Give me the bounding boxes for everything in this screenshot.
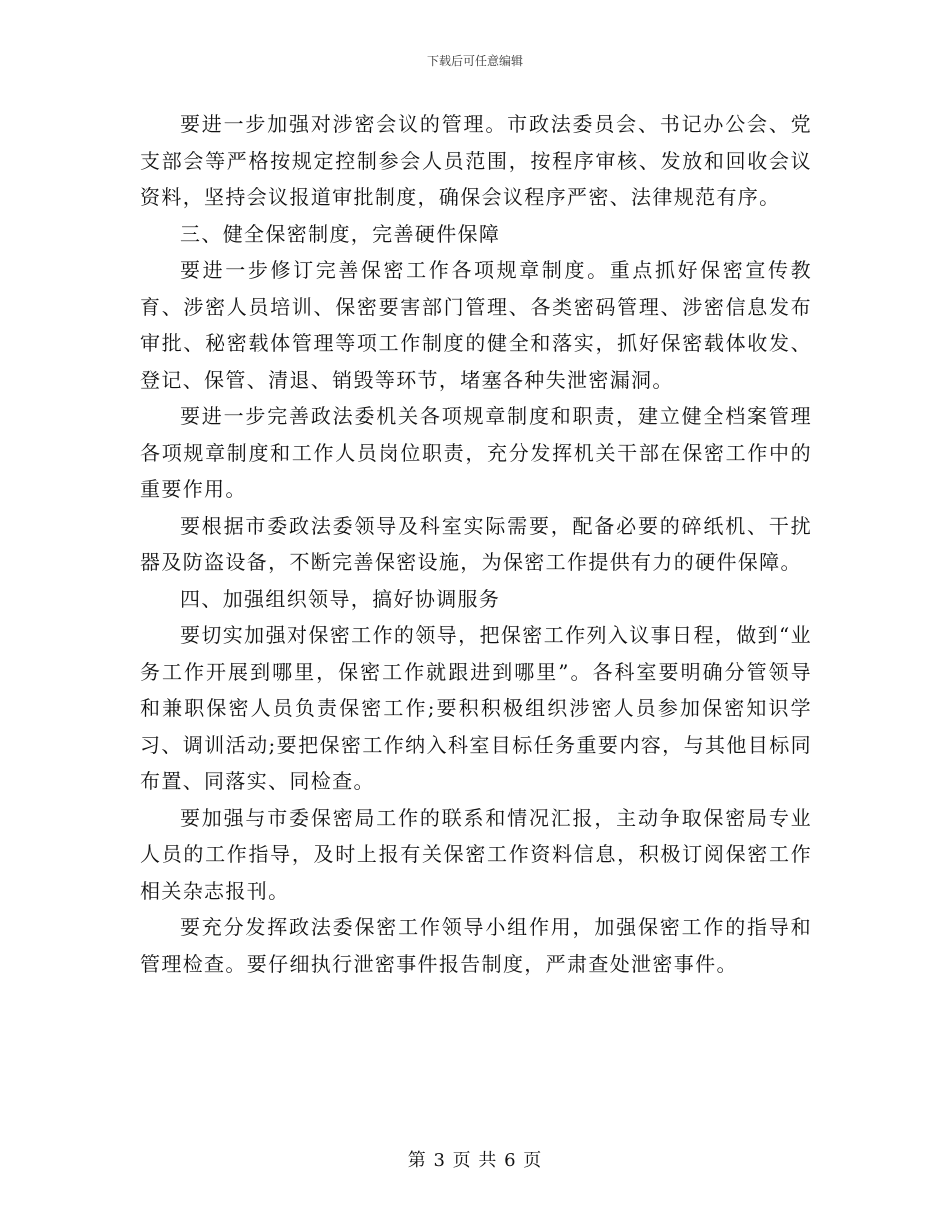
paragraph-equipment: 要根据市委政法委领导及科室实际需要，配备必要的碎纸机、干扰器及防盗设备，不断完善保密设施，为保密工作提供有力的硬件保障。 bbox=[140, 513, 812, 574]
paragraph-meeting-management: 要进一步加强对涉密会议的管理。市政法委员会、书记办公会、党支部会等严格按规定控制参会人员范围，按程序审核、发放和回收会议资料，坚持会议报道审批制度，确保会议程序严密、法律规范有序。 bbox=[140, 112, 812, 209]
paragraph-liaison: 要加强与市委保密局工作的联系和情况汇报，主动争取保密局专业人员的工作指导，及时上报有关保密工作资料信息，积极订阅保密工作相关杂志报刊。 bbox=[140, 805, 812, 903]
section-heading-4: 四、加强组织领导，搞好协调服务 bbox=[180, 586, 501, 611]
page-header: 下载后可任意编辑 bbox=[426, 54, 523, 68]
paragraph-duties: 要进一步完善政法委机关各项规章制度和职责，建立健全档案管理各项规章制度和工作人员岗位职责，充分发挥机关干部在保密工作中的重要作用。 bbox=[140, 404, 812, 501]
document-body bbox=[140, 106, 812, 982]
page-number-footer: 第 3 页 共 6 页 bbox=[407, 1150, 543, 1171]
section-heading-3: 三、健全保密制度，完善硬件保障 bbox=[180, 221, 501, 246]
paragraph-regulations: 要进一步修订完善保密工作各项规章制度。重点抓好保密宣传教育、涉密人员培训、保密要害部门管理、各类密码管理、涉密信息发布审批、秘密载体管理等项工作制度的健全和落实，抓好保密载体收发、登记、保管、清退、销毁等环节，堵塞各种失泄密漏洞。 bbox=[140, 258, 812, 392]
paragraph-leadership: 要切实加强对保密工作的领导，把保密工作列入议事日程，做到“业务工作开展到哪里，保密工作就跟进到哪里”。各科室要明确分管领导和兼职保密人员负责保密工作;要积积极组织涉密人员参加保密知识学习、调训活动;要把保密工作纳入科室目标任务重要内容，与其他目标同布置、同落实、同检查。 bbox=[140, 623, 812, 793]
paragraph-leading-group: 要充分发挥政法委保密工作领导小组作用，加强保密工作的指导和管理检查。要仔细执行泄密事件报告制度，严肃查处泄密事件。 bbox=[140, 915, 812, 976]
